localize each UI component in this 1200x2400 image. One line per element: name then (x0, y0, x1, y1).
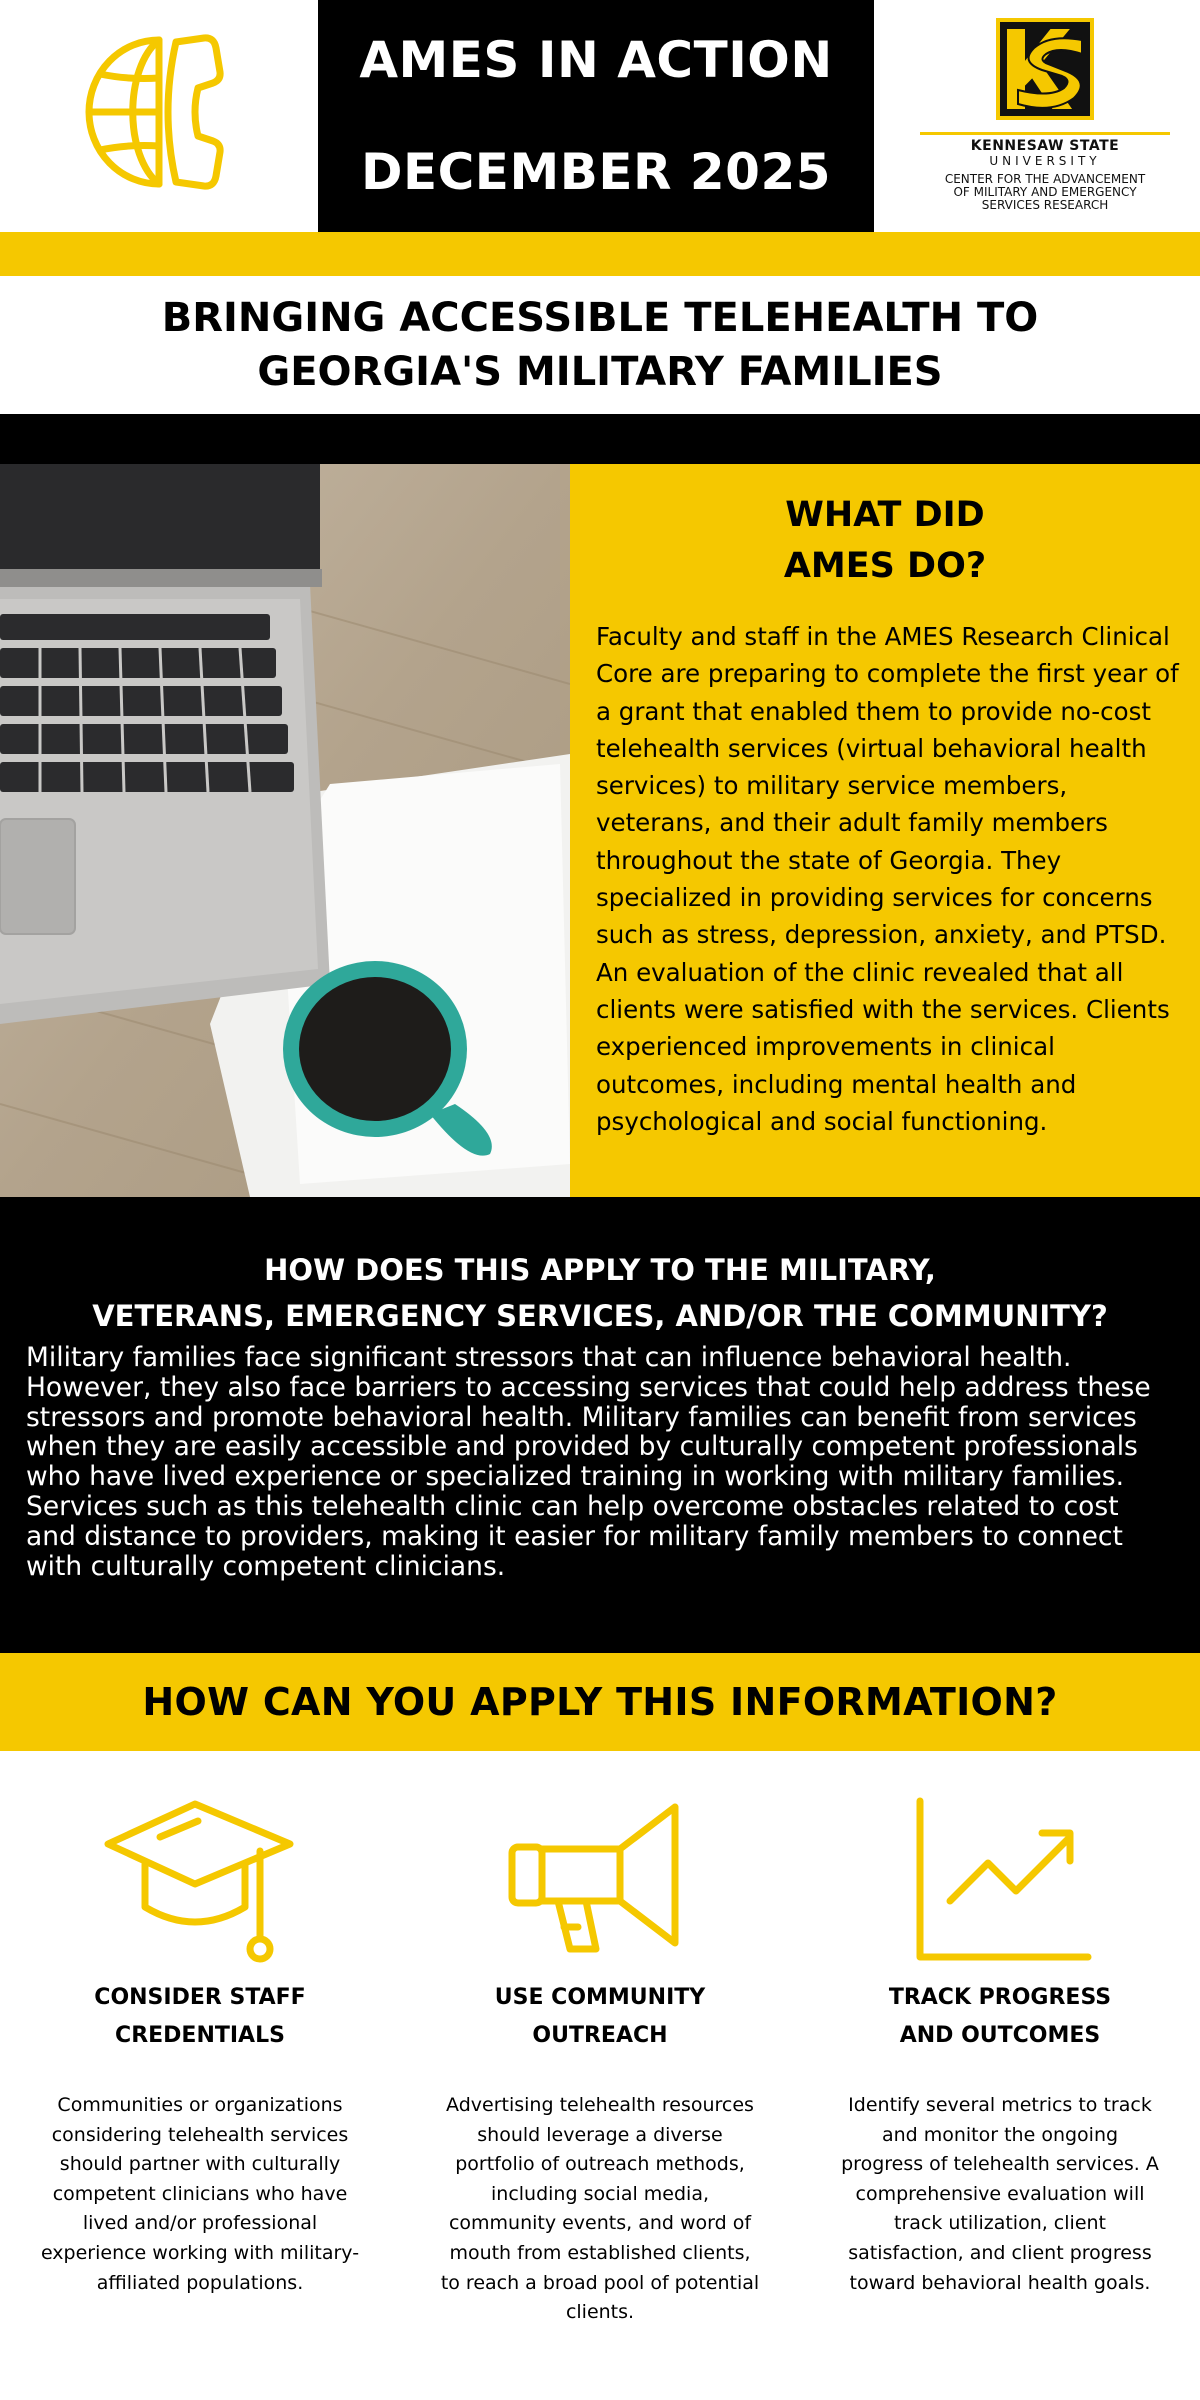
tip-title-line2: CREDENTIALS (115, 2023, 285, 2048)
tip-body: Advertising telehealth resources should leverage a diverse portfolio of outreach methods, including social media, community events, and word of mouth from established clients, to reach a broad pool of potential clients. (440, 2094, 760, 2324)
header-title: AMES IN ACTION (359, 31, 833, 89)
military-title-line1: HOW DOES THIS APPLY TO THE MILITARY, (264, 1253, 936, 1287)
trending-up-chart-icon (900, 1789, 1100, 1969)
globe-phone-icon (64, 28, 244, 198)
apply-banner-title: HOW CAN YOU APPLY THIS INFORMATION? (142, 1680, 1058, 1724)
apply-information-banner (0, 1653, 1200, 1751)
tip-title-line1: USE COMMUNITY (494, 1985, 706, 2010)
military-title-line2: VETERANS, EMERGENCY SERVICES, AND/OR THE COMMUNITY? (92, 1299, 1108, 1333)
main-title-line2: GEORGIA'S MILITARY FAMILIES (257, 349, 943, 395)
tip-title (800, 1979, 1200, 2055)
what-did-title-line1: WHAT DID (785, 495, 985, 535)
tip-title-line1: TRACK PROGRESS (888, 1985, 1112, 2010)
tip-track-progress-and-outcomes (800, 1751, 1200, 2400)
tip-consider-staff-credentials (0, 1751, 400, 2400)
ksu-logo-rule (920, 132, 1170, 135)
tip-title (400, 1979, 800, 2055)
yellow-divider-band (0, 232, 1200, 276)
center-name-line2: OF MILITARY AND EMERGENCY (953, 185, 1137, 200)
tip-title (0, 1979, 400, 2055)
tip-body: Identify several metrics to track and monitor the ongoing progress of telehealth services. A comprehensive evaluation will track utilization, client satisfaction, and client progress toward behavioral health goals. (841, 2094, 1159, 2294)
header-date: DECEMBER 2025 (360, 143, 832, 201)
center-name (895, 173, 1195, 212)
military-application-section (0, 1197, 1200, 1653)
tip-body: Communities or organizations considering telehealth services should partner with culturally competent clinicians who have lived and/or professional experience working with military-affiliated populations. (40, 2094, 360, 2294)
tip-use-community-outreach (400, 1751, 800, 2400)
military-section-title (0, 1247, 1200, 1339)
center-name-line1: CENTER FOR THE ADVANCEMENT (944, 172, 1146, 187)
what-did-ames-do-panel (570, 464, 1200, 1197)
tip-title-line2: AND OUTCOMES (899, 2023, 1101, 2048)
military-section-body: Military families face significant stressors that can influence behavioral health. However, they also face barriers to accessing services that could help address these stressors and promote behavioral health. Military families can benefit from services when they are easily accessible and provided by culturally competent professionals who have lived experience or specialized training in working with military families. Services such as this telehealth clinic can help overcome obstacles related to cost and distance to providers, making it easier for military family members to connect with culturally competent clinicians. (26, 1342, 1151, 1582)
header (0, 0, 1200, 232)
black-divider-band (0, 414, 1200, 464)
main-title-line1: BRINGING ACCESSIBLE TELEHEALTH TO (161, 295, 1039, 341)
what-did-title (570, 490, 1200, 592)
graduation-cap-icon (100, 1789, 300, 1969)
ksu-university: UNIVERSITY (989, 153, 1101, 168)
ksu-monogram-icon (990, 14, 1100, 124)
ksu-logo (895, 14, 1195, 224)
main-title (0, 276, 1200, 414)
what-did-body: Faculty and staff in the AMES Research Clinical Core are preparing to complete the first year of a grant that enabled them to provide no-cost telehealth services (virtual behavioral health services) to military service members, veterans, and their adult family members throughout the state of Georgia. They specialized in providing services for concerns such as stress, depression, anxiety, and PTSD. An evaluation of the clinic revealed that all clients were satisfied with the services. Clients experienced improvements in clinical outcomes, including mental health and psychological and social functioning. (596, 622, 1179, 1136)
tip-title-line1: CONSIDER STAFF (94, 1985, 306, 2010)
laptop-coffee-photo (0, 464, 570, 1197)
center-name-line3: SERVICES RESEARCH (981, 197, 1109, 212)
megaphone-icon (500, 1789, 700, 1969)
ksu-name: KENNESAW STATE (970, 138, 1120, 154)
header-title-box (318, 0, 874, 232)
tip-title-line2: OUTREACH (532, 2023, 668, 2048)
what-did-title-line2: AMES DO? (783, 545, 987, 586)
